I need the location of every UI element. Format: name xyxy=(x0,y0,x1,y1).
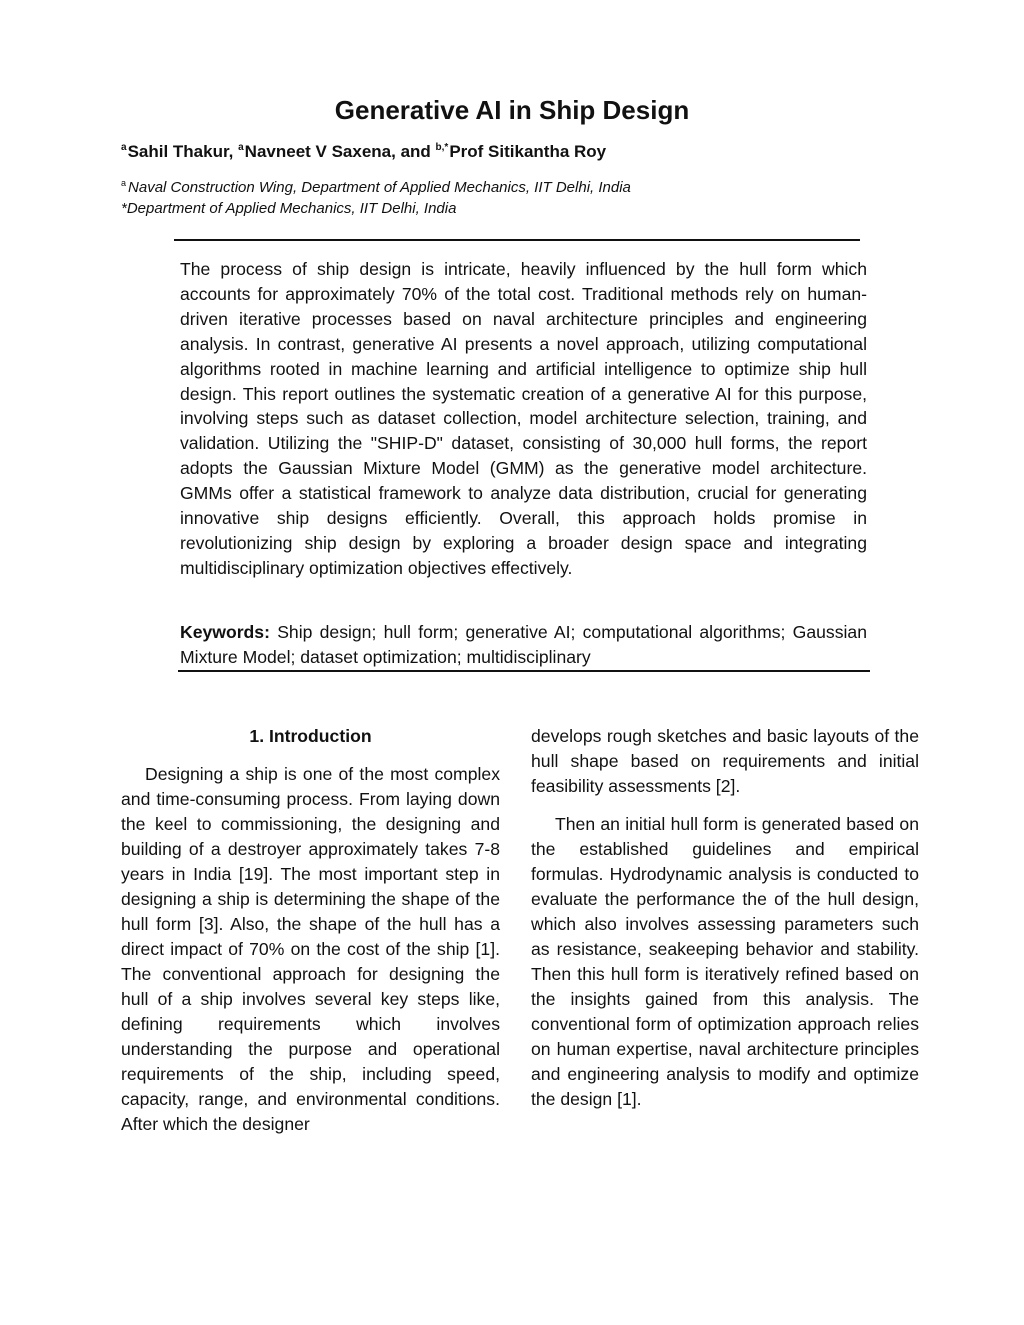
abstract-top-rule xyxy=(174,239,860,241)
affiliation-marker: a xyxy=(121,178,127,188)
affiliation-text: *Department of Applied Mechanics, IIT Delhi, India xyxy=(121,200,457,217)
author-affiliation-marker: a xyxy=(238,142,244,153)
right-column xyxy=(531,724,919,1112)
author-affiliation-marker: b,* xyxy=(435,142,449,153)
abstract-text: The process of ship design is intricate, heavily influenced by the hull form which accounts for approximately 70% of the total cost. Traditional methods rely on human-driven iterative processes based on naval architecture principles and engineering analysis. In contrast, generative AI presents a novel approach, utilizing computational algorithms rooted in machine learning and artificial intelligence to optimize ship hull design. This report outlines the systematic creation of a generative AI for this purpose, involving steps such as dataset collection, model architecture selection, training, and validation. Utilizing the "SHIP-D" dataset, consisting of 30,000 hull forms, the report adopts the Gaussian Mixture Model (GMM) as the generative model architecture. GMMs offer a statistical framework to analyze data distribution, crucial for generating innovative ship designs efficiently. Overall, this approach holds promise in revolutionizing ship design by exploring a broader design space and integrating multidisciplinary optimization objectives effectively. xyxy=(180,259,867,578)
author-name: Sahil Thakur, xyxy=(127,142,234,161)
left-column xyxy=(121,724,500,1137)
paper-title: Generative AI in Ship Design xyxy=(334,95,690,125)
keywords-text: Ship design; hull form; generative AI; computational algorithms; Gaussian Mixture Model; dataset optimization; multidisciplinary xyxy=(180,622,867,667)
keywords xyxy=(180,620,867,670)
section-heading-introduction: 1. Introduction xyxy=(249,726,372,746)
author-name: Navneet V Saxena, and xyxy=(244,142,431,161)
affiliation-line xyxy=(121,198,631,219)
body-paragraph: develops rough sketches and basic layouts of the hull shape based on requirements and initial feasibility assessments [2]. xyxy=(531,726,919,796)
affiliation-text: Naval Construction Wing, Department of Applied Mechanics, IIT Delhi, India xyxy=(128,179,631,196)
body-paragraph: Designing a ship is one of the most complex and time-consuming process. From laying down the keel to commissioning, the designing and building of a destroyer approximately takes 7-8 years in India [19]. The most important step in designing a ship is determining the shape of the hull form [3]. Also, the shape of the hull has a direct impact of 70% on the cost of the ship [1]. The conventional approach for designing the hull of a ship involves several key steps like, defining requirements which involves understanding the purpose and operational requirements of the ship, including speed, capacity, range, and environmental conditions. After which the designer xyxy=(121,764,500,1134)
abstract-bottom-rule xyxy=(178,670,870,672)
body-paragraph: Then an initial hull form is generated based on the established guidelines and empirical formulas. Hydrodynamic analysis is conducted to evaluate the performance the of the hull design, which also involves assessing parameters such as resistance, seakeeping behavior and stability. Then this hull form is iteratively refined based on the insights gained from this analysis. The conventional form of optimization approach relies on human expertise, naval architecture principles and engineering analysis to modify and optimize the design [1]. xyxy=(531,814,919,1109)
affiliation-line xyxy=(121,177,631,198)
author-list xyxy=(121,140,606,164)
author-affiliation-marker: a xyxy=(121,142,127,153)
keywords-label: Keywords: xyxy=(180,622,270,642)
affiliation-list xyxy=(121,177,631,219)
author-name: Prof Sitikantha Roy xyxy=(449,142,607,161)
